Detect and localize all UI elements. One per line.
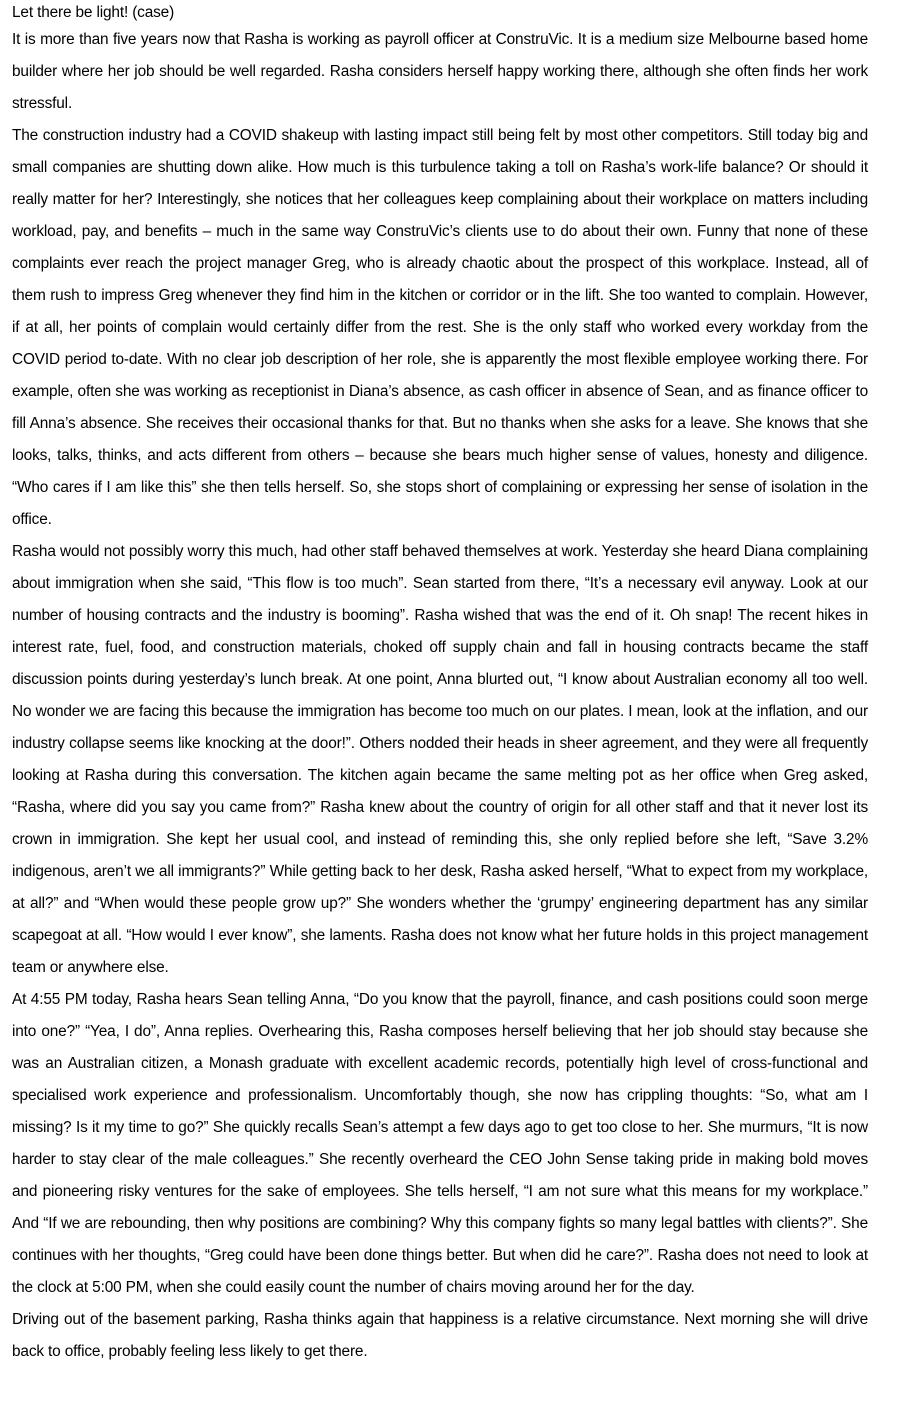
- paragraph-positions-merge: At 4:55 PM today, Rasha hears Sean telling Anna, “Do you know that the payroll, finance, and cash positions could soon merge into one?” “Yea, I do”, Anna replies. Overhearing this, Rasha composes herself believing that her job should stay because she was an Australian citizen, a Monash graduate with excellent academic records, potentially high level of cross-functional and specialised work experience and professionalism. Uncomfortably though, she now has crippling thoughts: “So, what am I missing? Is it my time to go?” She quickly recalls Sean’s attempt a few days ago to get too close to her. She murmurs, “It is now harder to stay clear of the male colleagues.” She recently overheard the CEO John Sense taking pride in making bold moves and pioneering risky ventures for the sake of employees. She tells herself, “I am not sure what this means for my workplace.” And “If we are rebounding, then why positions are combining? Why this company fights so many legal battles with clients?”. She continues with her thoughts, “Greg could have been done things better. But when did he care?”. Rasha does not need to look at the clock at 5:00 PM, when she could easily count the number of chairs moving around her for the day.: [12, 991, 868, 1296]
- document-title: Let there be light! (case): [12, 4, 175, 21]
- document-body: [12, 2, 868, 1368]
- paragraph-lunch-conversation: Rasha would not possibly worry this much, had other staff behaved themselves at work. Yesterday she heard Diana complaining about immigration when she said, “This flow is too much”. Sean started from there, “It’s a necessary evil anyway. Look at our number of housing contracts and the industry is booming”. Rasha wished that was the end of it. Oh snap! The recent hikes in interest rate, fuel, food, and construction materials, choked off supply chain and fall in housing contracts became the staff discussion points during yesterday’s lunch break. At one point, Anna blurted out, “I know about Australian economy all too well. No wonder we are facing this because the immigration has become too much on our plates. I mean, look at the inflation, and our industry collapse seems like knocking at the door!”. Others nodded their heads in sheer agreement, and they were all frequently looking at Rasha during this conversation. The kitchen again became the same melting pot as her office when Greg asked, “Rasha, where did you say you came from?” Rasha knew about the country of origin for all other staff and that it never lost its crown in immigration. She kept her usual cool, and instead of reminding this, she only replied before she left, “Save 3.2% indigenous, aren’t we all immigrants?” While getting back to her desk, Rasha asked herself, “What to expect from my workplace, at all?” and “When would these people grow up?” She wonders whether the ‘grumpy’ engineering department has any similar scapegoat at all. “How would I ever know”, she laments. Rasha does not know what her future holds in this project management team or anywhere else.: [12, 543, 868, 976]
- paragraph-closing: Driving out of the basement parking, Rasha thinks again that happiness is a relative circumstance. Next morning she will drive back to office, probably feeling less likely to get there.: [12, 1311, 868, 1360]
- paragraph-intro: It is more than five years now that Rasha is working as payroll officer at ConstruVic. It is a medium size Melbourne based home builder where her job should be well regarded. Rasha considers herself happy working there, although she often finds her work stressful.: [12, 31, 868, 112]
- paragraph-construction-industry: The construction industry had a COVID shakeup with lasting impact still being felt by most other competitors. Still today big and small companies are shutting down alike. How much is this turbulence taking a toll on Rasha’s work-life balance? Or should it really matter for her? Interestingly, she notices that her colleagues keep complaining about their workplace on matters including workload, pay, and benefits – much in the same way ConstruVic’s clients use to do about their own. Funny that none of these complaints ever reach the project manager Greg, who is already chaotic about the prospect of this workplace. Instead, all of them rush to impress Greg whenever they find him in the kitchen or corridor or in the lift. She too wanted to complain. However, if at all, her points of complain would certainly differ from the rest. She is the only staff who worked every workday from the COVID period to-date. With no clear job description of her role, she is apparently the most flexible employee working there. For example, often she was working as receptionist in Diana’s absence, as cash officer in absence of Sean, and as finance officer to fill Anna’s absence. She receives their occasional thanks for that. But no thanks when she asks for a leave. She knows that she looks, talks, thinks, and acts different from others – because she bears much higher sense of values, honesty and diligence. “Who cares if I am like this” she then tells herself. So, she stops short of complaining or expressing her sense of isolation in the office.: [12, 127, 868, 528]
